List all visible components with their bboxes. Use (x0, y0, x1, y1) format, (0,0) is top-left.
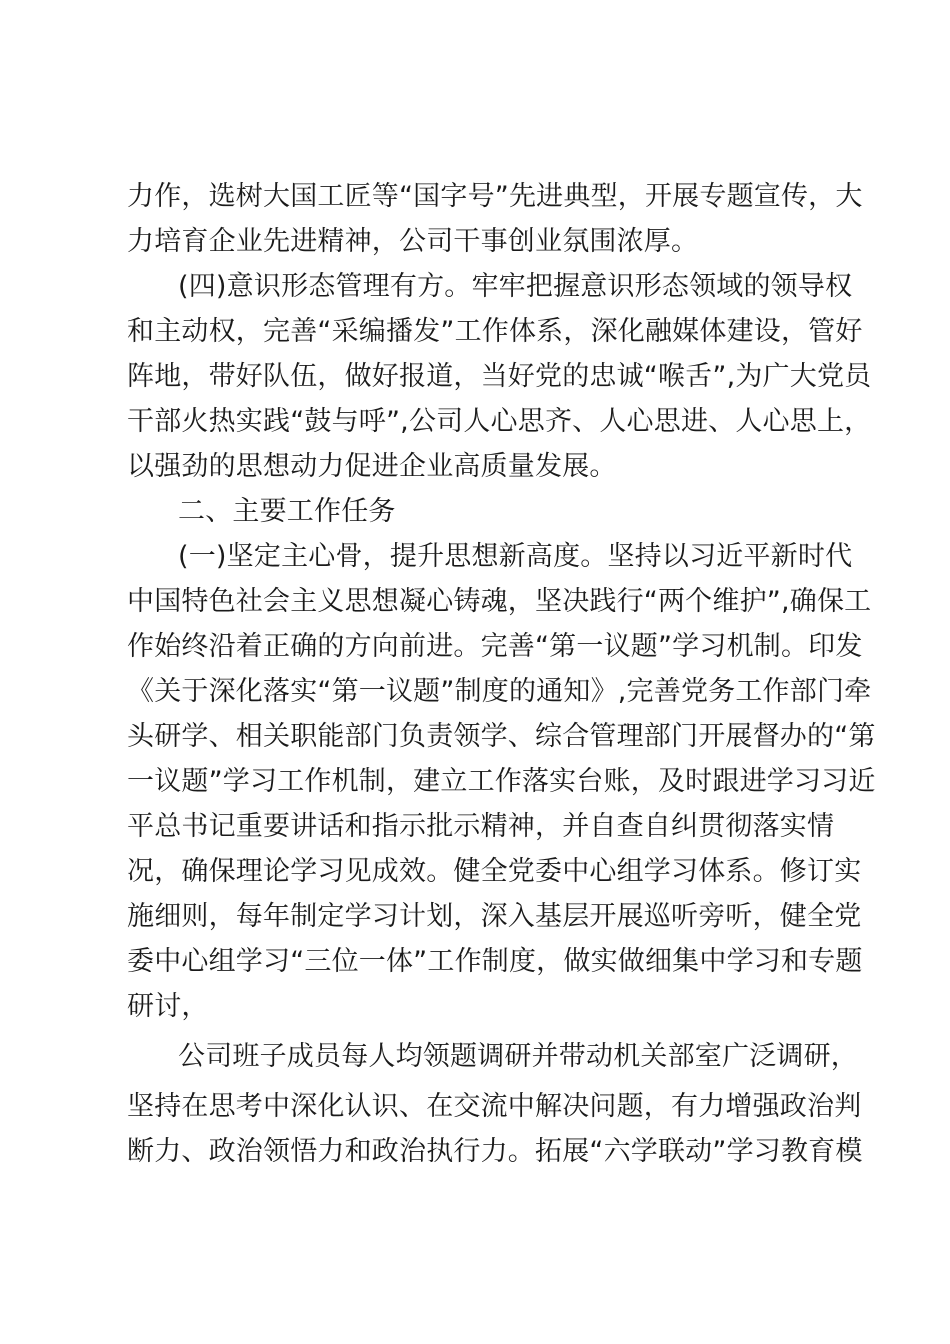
subsection-heading-line: (一)坚定主心骨，提升思想新高度。坚持以习近平新时代 (178, 541, 853, 572)
text-line: 阵地，带好队伍，做好报道，当好党的忠诚“喉舌”,为广大党员 (127, 361, 872, 392)
text-line: 头研学、相关职能部门负责领学、综合管理部门开展督办的“第 (127, 721, 876, 752)
text-line: 平总书记重要讲话和指示批示精神，并自查自纠贯彻落实情 (127, 811, 835, 842)
text-line: 中国特色社会主义思想凝心铸魂，坚决践行“两个维护”,确保工 (127, 586, 872, 617)
text-line: 委中心组学习“三位一体”工作制度，做实做细集中学习和专题 (127, 946, 863, 977)
text-line: 和主动权，完善“采编播发”工作体系，深化融媒体建设，管好 (127, 316, 863, 347)
text-line: 断力、政治领悟力和政治执行力。拓展“六学联动”学习教育模 (127, 1136, 863, 1167)
text-line: 力作，选树大国工匠等“国字号”先进典型，开展专题宣传，大 (127, 181, 863, 212)
text-line: 以强劲的思想动力促进企业高质量发展。 (127, 451, 617, 482)
text-line: 施细则，每年制定学习计划，深入基层开展巡听旁听，健全党 (127, 901, 862, 932)
text-line: 一议题”学习工作机制，建立工作落实台账，及时跟进学习习近 (127, 766, 876, 797)
section-heading: 二、主要工作任务 (178, 496, 396, 527)
text-line: 干部火热实践“鼓与呼”,公司人心思齐、人心思进、人心思上， (127, 406, 872, 437)
text-line: 况，确保理论学习见成效。健全党委中心组学习体系。修订实 (127, 856, 862, 887)
paragraph-start-line: 公司班子成员每人均领题调研并带动机关部室广泛调研， (178, 1041, 858, 1072)
document-body (127, 174, 876, 1174)
text-line: 力培育企业先进精神，公司干事创业氛围浓厚。 (127, 226, 699, 257)
text-line: 《关于深化落实“第一议题”制度的通知》,完善党务工作部门牵 (127, 676, 872, 707)
text-line: 研讨， (127, 991, 209, 1022)
text-line: 作始终沿着正确的方向前进。完善“第一议题”学习机制。印发 (127, 631, 863, 662)
text-line: 坚持在思考中深化认识、在交流中解决问题，有力增强政治判 (127, 1091, 862, 1122)
section-heading-line: (四)意识形态管理有方。牢牢把握意识形态领域的领导权 (178, 271, 853, 302)
